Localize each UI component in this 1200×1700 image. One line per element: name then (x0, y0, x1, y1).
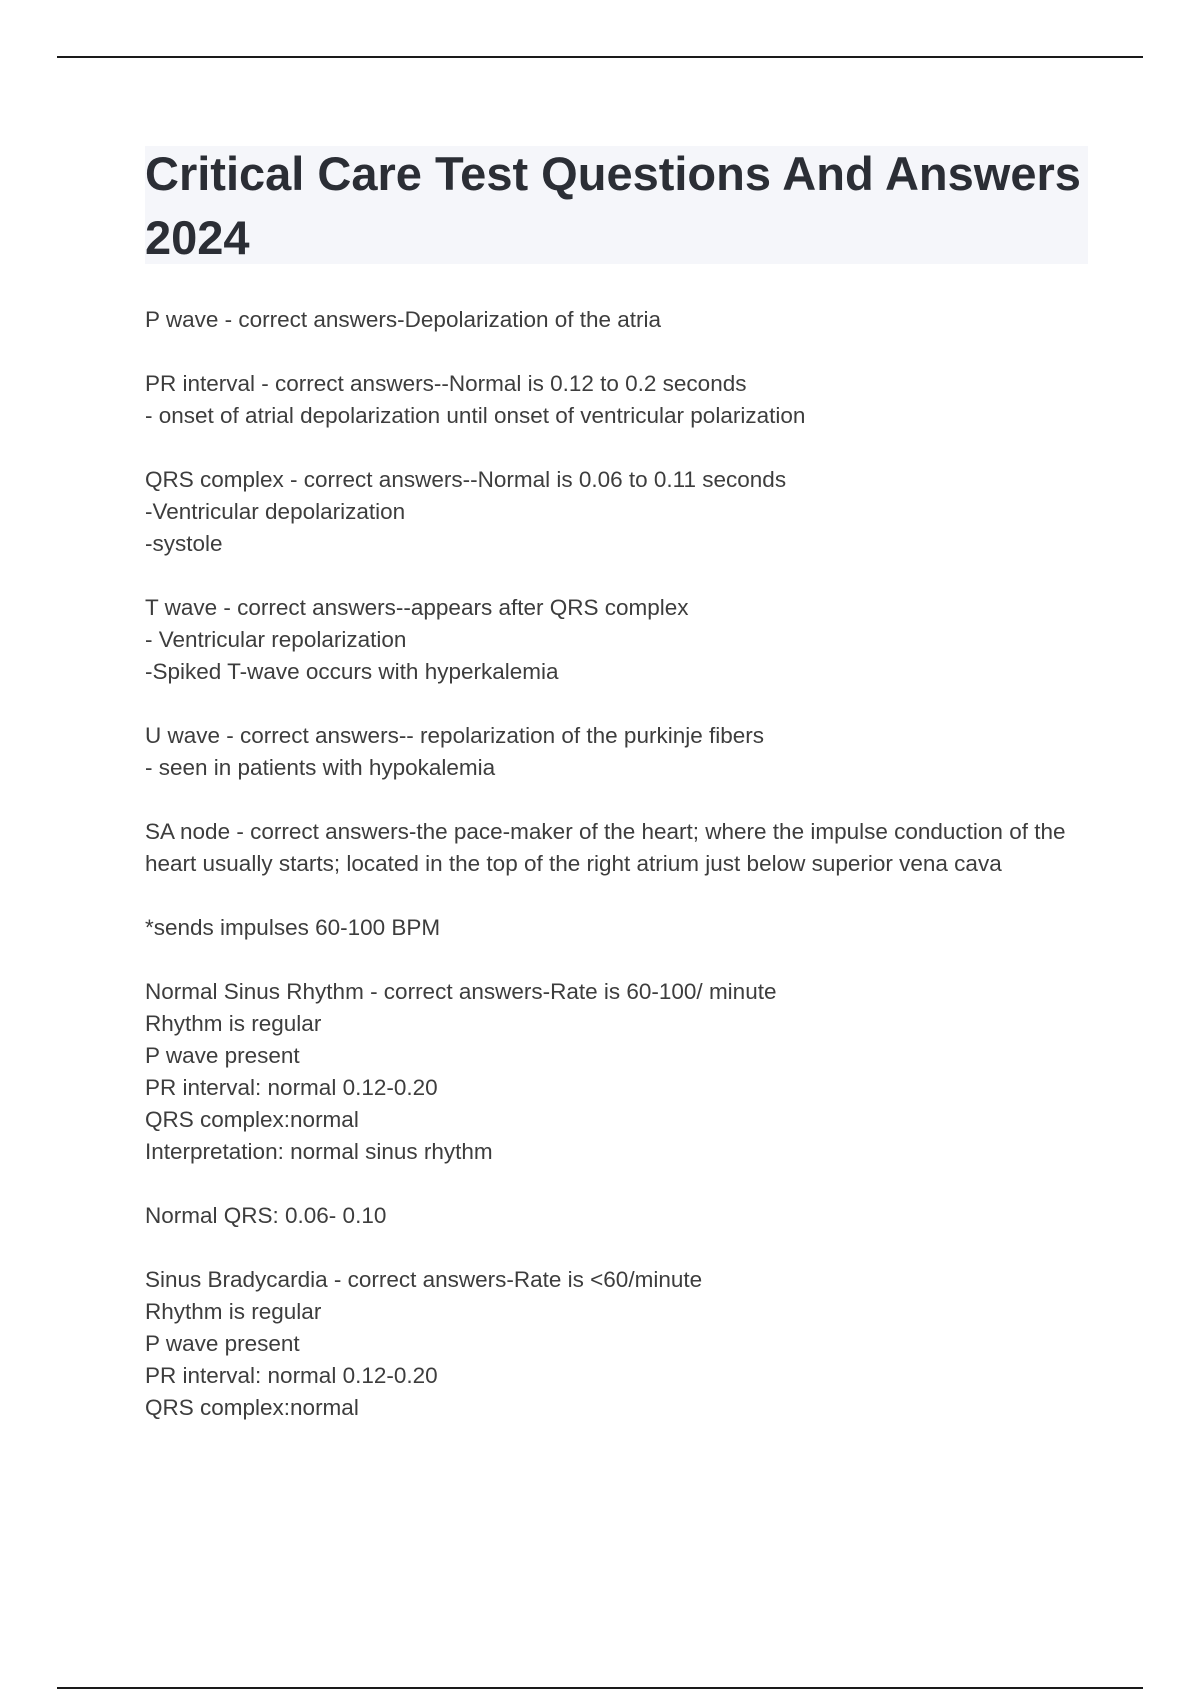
entry-line: QRS complex:normal (145, 1395, 359, 1420)
entry-line: P wave present (145, 1043, 300, 1068)
entry-line: PR interval: normal 0.12-0.20 (145, 1075, 438, 1100)
entry-line: P wave present (145, 1331, 300, 1356)
entry-line: Sinus Bradycardia - correct answers-Rate is <60/minute (145, 1267, 703, 1292)
entry-line: QRS complex - correct answers--Normal is 0.06 to 0.11 seconds (145, 467, 787, 492)
entry-line: - onset of atrial depolarization until onset of ventricular polarization (145, 403, 806, 428)
entry-line: QRS complex:normal (145, 1107, 359, 1132)
entry-line: Normal Sinus Rhythm - correct answers-Rate is 60-100/ minute (145, 979, 777, 1004)
entry-line: *sends impulses 60-100 BPM (145, 915, 441, 940)
entry-t-wave (145, 592, 1090, 688)
entry-sa-node (145, 816, 1090, 880)
entry-line: T wave - correct answers--appears after QRS complex (145, 595, 689, 620)
entry-line: -Ventricular depolarization (145, 499, 406, 524)
entry-line: -systole (145, 531, 223, 556)
entry-sinus-bradycardia (145, 1264, 1090, 1424)
entry-line: P wave - correct answers-Depolarization of the atria (145, 307, 662, 332)
entry-line: - Ventricular repolarization (145, 627, 407, 652)
document-body (145, 304, 1090, 1456)
entry-normal-sinus-rhythm (145, 976, 1090, 1168)
entry-line: Normal QRS: 0.06- 0.10 (145, 1203, 387, 1228)
entry-normal-qrs (145, 1200, 1090, 1232)
entry-p-wave (145, 304, 1090, 336)
entry-qrs-complex (145, 464, 1090, 560)
entry-line: Rhythm is regular (145, 1011, 322, 1036)
entry-line: Interpretation: normal sinus rhythm (145, 1139, 493, 1164)
entry-u-wave (145, 720, 1090, 784)
entry-line: PR interval - correct answers--Normal is 0.12 to 0.2 seconds (145, 371, 747, 396)
entry-pr-interval (145, 368, 1090, 432)
entry-line: SA node - correct answers-the pace-maker of the heart; where the impulse conduction of the heart usually starts; located in the top of the right atrium just below superior vena cava (145, 819, 1072, 876)
page-title: Critical Care Test Questions And Answers 2024 (145, 147, 1108, 264)
header-rule (57, 56, 1143, 58)
entry-sa-node-note (145, 912, 1090, 944)
entry-line: -Spiked T-wave occurs with hyperkalemia (145, 659, 559, 684)
entry-line: PR interval: normal 0.12-0.20 (145, 1363, 438, 1388)
entry-line: - seen in patients with hypokalemia (145, 755, 496, 780)
footer-rule (57, 1687, 1143, 1689)
entry-line: Rhythm is regular (145, 1299, 322, 1324)
entry-line: U wave - correct answers-- repolarization of the purkinje fibers (145, 723, 764, 748)
